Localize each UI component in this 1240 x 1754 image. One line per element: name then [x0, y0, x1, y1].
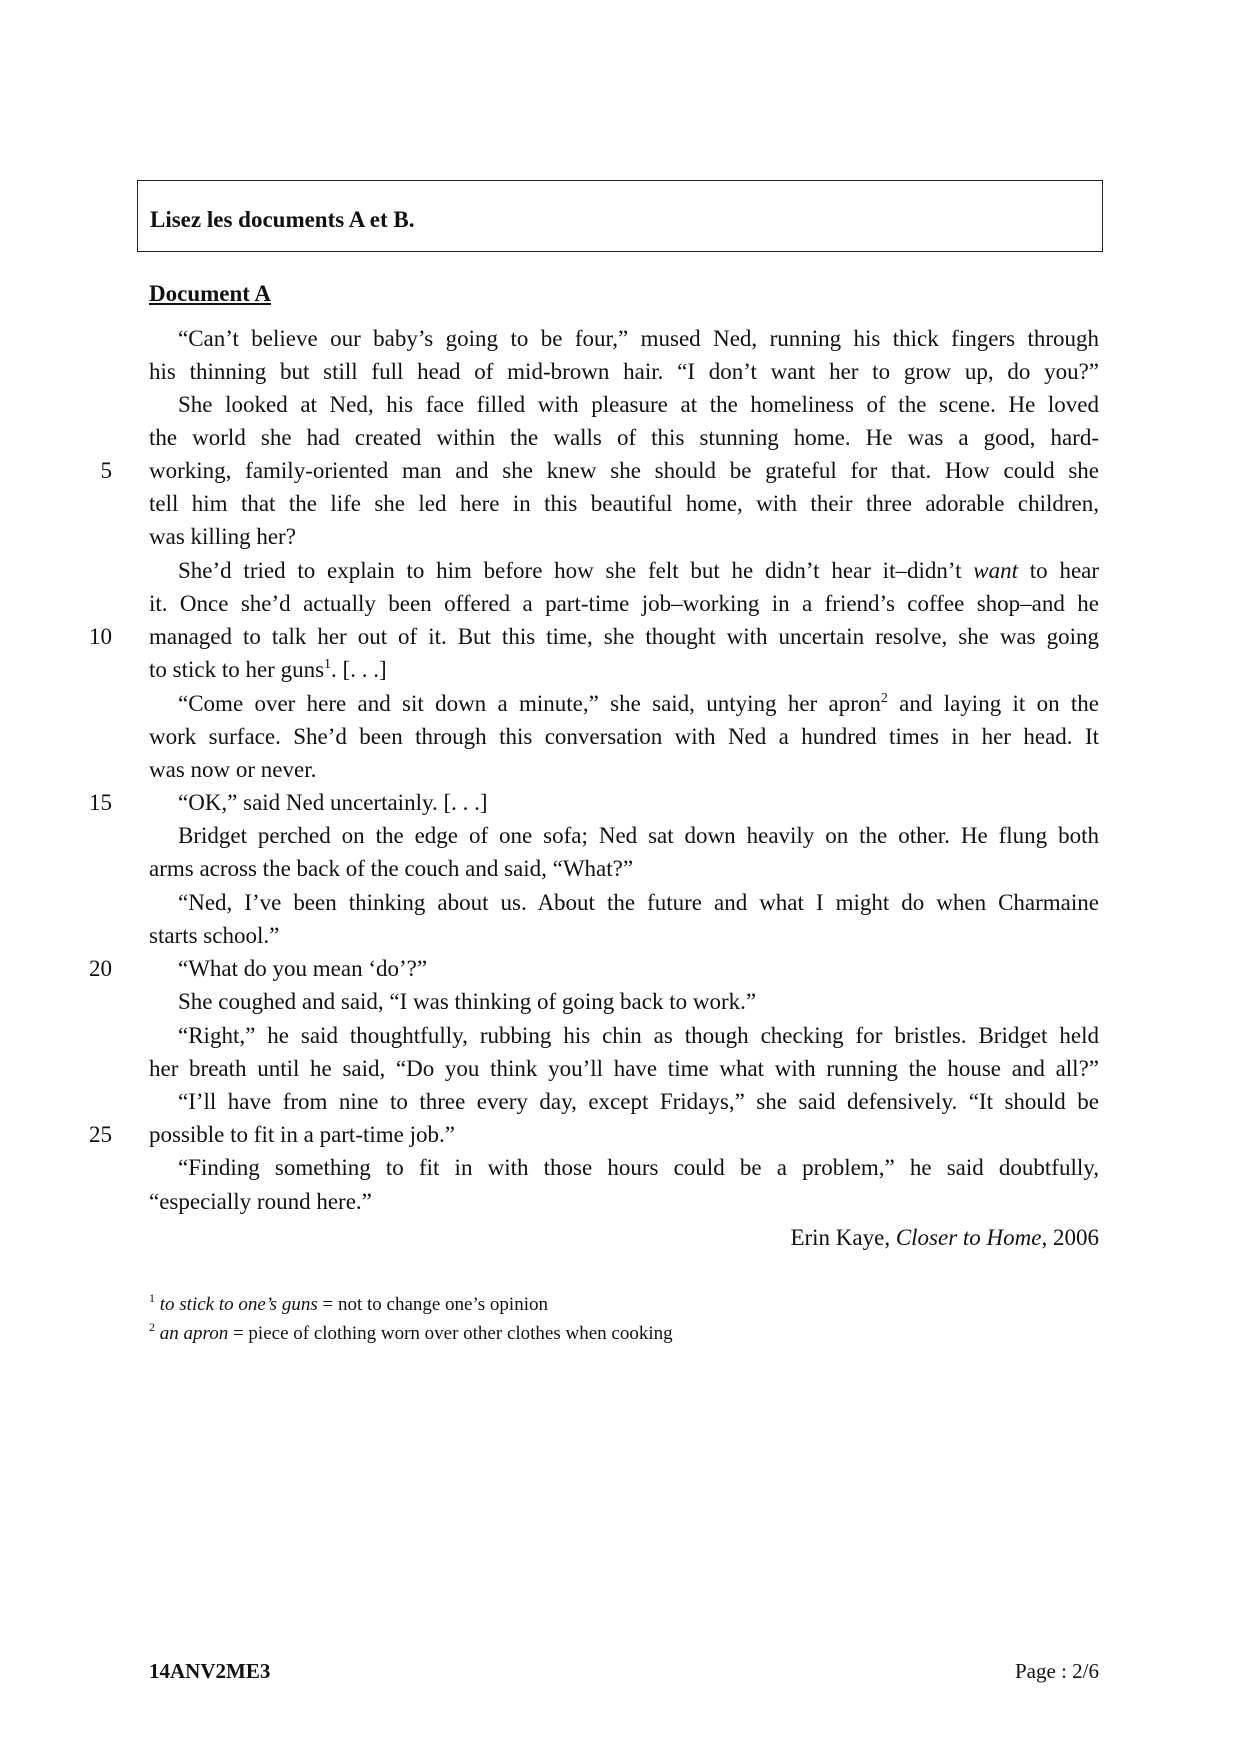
text-line: managed to talk her out of it. But this time, she thought with uncertain resolve, she was going	[149, 624, 1099, 649]
text-line	[149, 555, 1099, 587]
text-line: Bridget perched on the edge of one sofa; Ned sat down heavily on the other. He flung both	[178, 823, 1099, 848]
line-number: 25	[89, 1122, 112, 1147]
text-line: She coughed and said, “I was thinking of going back to work.”	[178, 989, 757, 1014]
text-line: starts school.”	[149, 923, 280, 948]
footnote-definition: = piece of clothing worn over other clothes when cooking	[228, 1323, 673, 1344]
text-line: “Can’t believe our baby’s going to be four,” mused Ned, running his thick fingers through	[178, 326, 1099, 351]
text-line: “Right,” he said thoughtfully, rubbing his chin as though checking for bristles. Bridget held	[178, 1023, 1099, 1048]
instruction-text: Lisez les documents A et B.	[150, 207, 415, 232]
text-line: “especially round here.”	[149, 1189, 372, 1214]
footnote	[149, 1291, 548, 1319]
line-number: 15	[89, 790, 112, 815]
text-line: “Finding something to fit in with those hours could be a problem,” he said doubtfully,	[178, 1155, 1099, 1180]
text-line: arms across the back of the couch and said, “What?”	[149, 856, 634, 881]
text-line	[149, 688, 1099, 720]
emphasis-text: want	[973, 558, 1018, 583]
text-line: the world she had created within the walls of this stunning home. He was a good, hard-	[149, 425, 1099, 450]
instruction-box	[137, 180, 1103, 252]
footnote	[149, 1320, 673, 1348]
text-line: tell him that the life she led here in this beautiful home, with their three adorable children,	[149, 491, 1099, 516]
text-segment: and laying it on the	[887, 691, 1099, 716]
source-title: Closer to Home	[895, 1225, 1042, 1250]
footnote-definition: = not to change one’s opinion	[317, 1294, 548, 1315]
footnote-term: an apron	[159, 1323, 229, 1344]
text-line: “What do you mean ‘do’?”	[178, 956, 428, 981]
document-heading: Document A	[149, 281, 272, 306]
text-line: “OK,” said Ned uncertainly. [. . .]	[178, 790, 488, 815]
text-segment: She’d tried to explain to him before how she felt but he didn’t hear it–didn’t	[178, 558, 962, 583]
page-number: Page : 2/6	[1015, 1659, 1099, 1683]
footnote-term: to stick to one’s guns	[159, 1294, 318, 1315]
text-line: She looked at Ned, his face filled with pleasure at the homeliness of the scene. He loved	[178, 392, 1099, 417]
footnote-ref: 2	[880, 691, 888, 706]
source-year: , 2006	[1041, 1225, 1099, 1250]
footnote-ref: 1	[324, 657, 332, 672]
footnote-number: 1	[149, 1291, 155, 1305]
text-line: was now or never.	[149, 757, 317, 782]
text-segment: to hear	[1029, 558, 1100, 583]
document-code: 14ANV2ME3	[149, 1659, 271, 1683]
text-line: his thinning but still full head of mid-brown hair. “I don’t want her to grow up, do you?”	[149, 359, 1099, 384]
text-line: work surface. She’d been through this conversation with Ned a hundred times in her head. It	[149, 724, 1099, 749]
text-line: possible to fit in a part-time job.”	[149, 1122, 455, 1147]
text-line: her breath until he said, “Do you think you’ll have time what with running the house and all?”	[149, 1056, 1099, 1081]
text-line: was killing her?	[149, 524, 296, 549]
text-segment: “Come over here and sit down a minute,” she said, untying her apron	[178, 691, 881, 716]
footnote-number: 2	[149, 1320, 155, 1334]
text-line: “I’ll have from nine to three every day, except Fridays,” she said defensively. “It should be	[178, 1089, 1099, 1114]
source-author: Erin Kaye,	[790, 1225, 896, 1250]
line-number: 5	[100, 458, 112, 483]
source-citation	[790, 1222, 1099, 1254]
text-line: it. Once she’d actually been offered a part-time job–working in a friend’s coffee shop–and he	[149, 591, 1099, 616]
text-segment: to stick to her guns	[149, 657, 325, 682]
line-number: 20	[89, 956, 112, 981]
text-line: working, family-oriented man and she knew she should be grateful for that. How could she	[149, 458, 1099, 483]
text-line: “Ned, I’ve been thinking about us. About the future and what I might do when Charmaine	[178, 890, 1099, 915]
line-number: 10	[89, 624, 112, 649]
text-line	[149, 654, 1099, 686]
text-segment: . [. . .]	[331, 657, 387, 682]
